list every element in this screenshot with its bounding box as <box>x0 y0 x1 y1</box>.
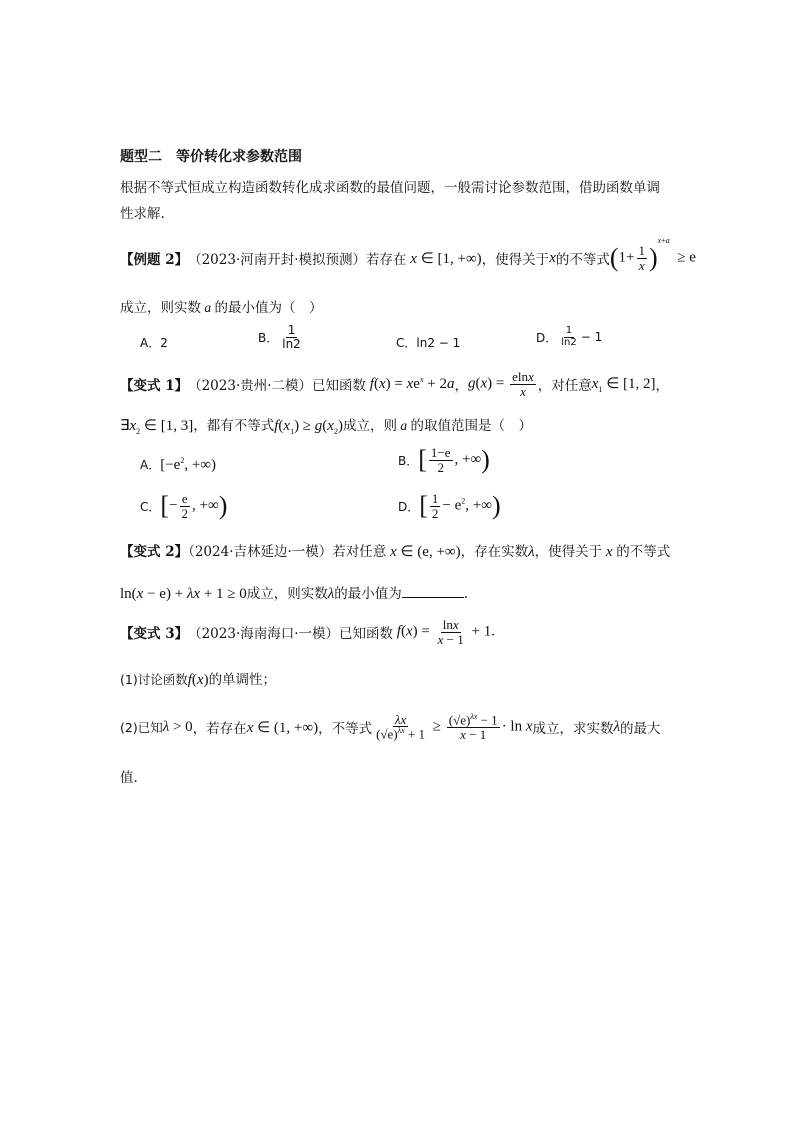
example2-text-b: ，使得关于 <box>481 252 550 268</box>
example2-option-b: B． $\frac{1}{\ln 2}$ <box>258 323 301 351</box>
variant3-source: （2023·海南海口·一模） <box>188 626 340 642</box>
example2-text-a: 若存在 <box>366 252 407 268</box>
variant3-q1: (1)讨论函数f(x)的单调性； <box>120 672 277 688</box>
variant1-option-c: C． [− $\frac{e}{2}$ , +∞) <box>140 491 228 521</box>
example2-line2: 成立，则实数 a 的最小值为（ ） <box>120 300 323 316</box>
example2-inequality: (1+ $\frac{1}{x}$ )$^{x+a}$ ≥ e <box>609 236 696 273</box>
example2-tag: 【例题 2】 <box>120 252 189 268</box>
variant1-tag: 【变式 1】 <box>120 378 189 394</box>
example2-source: （2023·河南开封·模拟预测） <box>188 252 367 268</box>
variant1-option-a: A．[$-e^2$, +∞) <box>140 456 216 473</box>
example2-option-a: A．2 <box>140 336 168 350</box>
variant1-option-b: B． [ $\frac{1-e}{2}$ , +∞) <box>398 445 490 475</box>
variant3-tag: 【变式 3】 <box>120 626 189 642</box>
example2-text-c: 的不等式 <box>555 252 610 268</box>
intro-line-1: 根据不等式恒成立构造函数转化成求函数的最值问题，一般需讨论参数范围，借助函数单调 <box>120 180 660 196</box>
variant2-line2: ln(x − e) + λx + 1 ≥ 0成立，则实数λ的最小值为 . <box>120 582 468 603</box>
variant1-option-d: D． [ $\frac{1}{2}$ − $e^2$, +∞) <box>398 491 501 521</box>
variant2-source: （2024·吉林延边·一模） <box>188 544 333 560</box>
variant1-line2: $\exists x_2$ ∈ [1, 3]，都有不等式$f(x_1) \ge g(x_2)$成立，则 a 的取值范围是（ ） <box>120 418 532 436</box>
variant2-line1: 【变式 2】（2024·吉林延边·一模）若对任意 x ∈ (e, +∞)，存在实数λ，使得关于 x 的不等式 <box>120 544 671 560</box>
variant1-f: $f(x) = xe^x + 2a$ <box>369 375 455 392</box>
section-title: 题型二 等价转化求参数范围 <box>120 149 302 165</box>
example2-option-c: C．ln2 − 1 <box>396 336 461 350</box>
example2-domain: x ∈ [1, +∞) <box>410 250 482 267</box>
example2-line1 <box>120 236 696 276</box>
example2-var-a: a <box>201 300 215 315</box>
example2-var-x: x <box>549 249 556 266</box>
variant3-line1: 【变式 3】 （2023·海南海口·一模） 已知函数 f(x) = $\frac{\ln x}{x - 1}$ + 1. <box>120 616 495 647</box>
variant2-answer-blank <box>402 583 464 598</box>
variant1-source: （2023·贵州·二模） <box>188 378 313 394</box>
example2-option-d: D． $\frac{1}{\ln 2}$ − 1 <box>536 325 603 348</box>
variant2-tag: 【变式 2】 <box>120 544 189 560</box>
variant3-q2: (2)已知 λ > 0 ，若存在 x ∈ (1, +∞) ，不等式 $\frac{\lambda x}{(√e)^{\lambda x} + 1}$ ≥ $\frac{(√e)^{\lambda x} - 1}{x - 1}$ · ln x 成立，求实数 λ 的最大 <box>120 711 661 742</box>
intro-line-2: 性求解. <box>120 206 165 222</box>
variant1-line1: 【变式 1】 （2023·贵州·二模） 已知函数 $f(x) = xe^x + 2a$ ， g(x) = $\frac{elnx}{x}$ ，对任意 $x_1$ ∈ [1, 2] ， <box>120 368 670 399</box>
variant1-g: g(x) = $\frac{elnx}{x}$ <box>467 368 534 399</box>
variant3-q2-end: 值. <box>120 770 138 786</box>
